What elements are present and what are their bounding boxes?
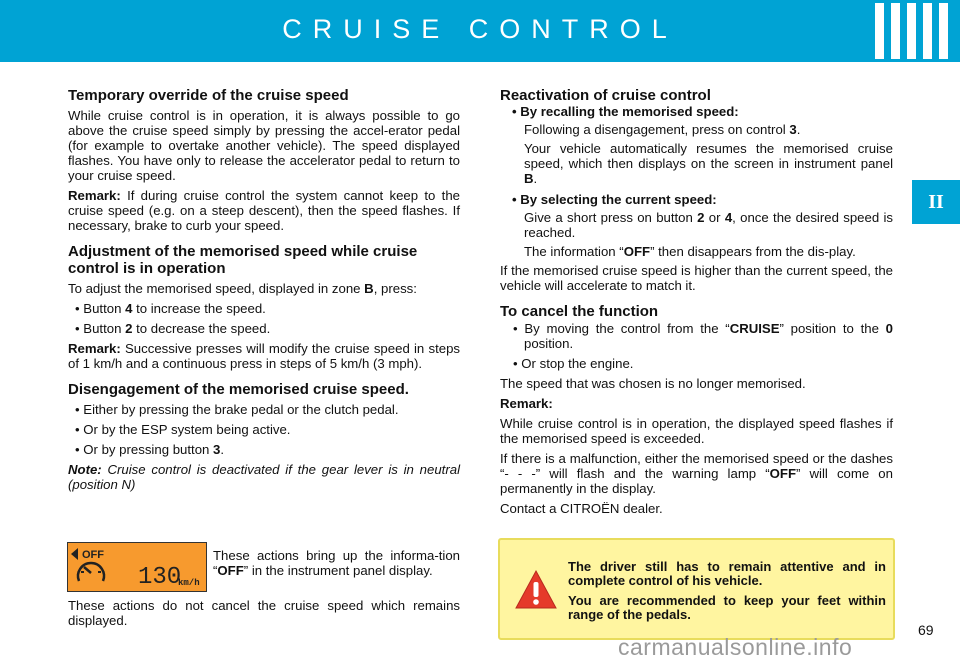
- stripe: [875, 3, 884, 59]
- text: ” position to the: [779, 321, 886, 336]
- button-number: 2: [125, 321, 133, 336]
- arrow-icon: [71, 548, 78, 560]
- text: .: [220, 442, 225, 457]
- off-label: OFF: [217, 563, 244, 578]
- list-item: [68, 442, 460, 457]
- text: or: [704, 210, 725, 225]
- heading-adjustment: Adjustment of the memorised speed while cruise control is in operation: [68, 243, 418, 277]
- text: Give a short press on button: [524, 210, 698, 225]
- instrument-display-image: [67, 542, 207, 592]
- paragraph: While cruise control is in operation, the displayed speed flashes if the memorised speed is exceeded.: [500, 416, 893, 446]
- warning-line: The driver still has to remain attentive and in complete control of his vehicle.: [568, 559, 886, 588]
- text: • Button: [75, 321, 126, 336]
- paragraph: [500, 122, 893, 137]
- button-number: 4: [125, 301, 133, 316]
- paragraph-below-display: These actions do not cancel the cruise speed which remains displayed.: [68, 598, 460, 628]
- panel-label: B: [524, 171, 534, 186]
- text: to increase the speed.: [132, 301, 266, 316]
- stripe: [923, 3, 932, 59]
- cruise-label: CRUISE: [729, 321, 780, 336]
- remark-label: Remark:: [68, 341, 121, 356]
- paragraph: [500, 244, 893, 259]
- lcd-unit: km/h: [178, 578, 200, 588]
- stripe: [907, 3, 916, 59]
- heading-temporary-override: Temporary override of the cruise speed: [68, 87, 349, 104]
- subheading-recall: • By recalling the memorised speed:: [512, 104, 739, 119]
- text: • By moving the control from the “: [513, 321, 730, 336]
- watermark: carmanualsonline.info: [618, 634, 853, 660]
- heading-cancel: To cancel the function: [500, 303, 659, 320]
- paragraph: [500, 451, 893, 496]
- text: ” then disappears from the dis-play.: [650, 244, 856, 259]
- display-graphic: [68, 543, 206, 591]
- paragraph: [500, 210, 893, 240]
- heading-disengagement: Disengagement of the memorised cruise speed.: [68, 381, 409, 398]
- text: to decrease the speed.: [132, 321, 271, 336]
- page-number: 69: [918, 622, 934, 638]
- warning-box: [498, 538, 895, 640]
- button-number: 2: [697, 210, 705, 225]
- control-number: 3: [789, 122, 797, 137]
- remark-label: Remark:: [500, 396, 553, 411]
- off-label: OFF: [769, 466, 797, 481]
- text: position.: [524, 336, 574, 351]
- note-label: Note:: [68, 462, 102, 477]
- remark-label: Remark:: [68, 188, 121, 203]
- remark-text: If during cruise control the system cannot keep to the cruise speed (e.g. on a steep descent), then the speed flashes. If necessary, brake to curb your speed.: [68, 188, 460, 233]
- heading-reactivation: Reactivation of cruise control: [500, 87, 711, 104]
- list-item: [68, 301, 460, 316]
- text: .: [796, 122, 801, 137]
- text: ” in the instrument panel display.: [243, 563, 433, 578]
- paragraph: Contact a CITROËN dealer.: [500, 501, 663, 516]
- warning-icon: [514, 568, 558, 612]
- note: [68, 462, 460, 492]
- lcd-speed: 130: [138, 564, 182, 591]
- list-item: • Or stop the engine.: [513, 356, 634, 371]
- list-item: [500, 321, 893, 351]
- remark: [68, 341, 460, 371]
- paragraph: The speed that was chosen is no longer memorised.: [500, 376, 806, 391]
- position-number: 0: [885, 321, 893, 336]
- speedometer-icon: [78, 563, 104, 581]
- text: To adjust the memorised speed, displayed in zone: [68, 281, 365, 296]
- text: These actions bring up the informa-tion “: [213, 548, 460, 578]
- button-number: 4: [724, 210, 733, 225]
- stripe: [939, 3, 948, 59]
- list-item: • Either by pressing the brake pedal or the clutch pedal.: [75, 402, 399, 417]
- paragraph: While cruise control is in operation, it is always possible to go above the cruise speed simply by pressing the accel-erator pedal (for example to overtake another vehicle). The speed displayed flashes. You have only to release the accelerator pedal to return to your cruise speed.: [68, 108, 460, 183]
- off-label: OFF: [623, 244, 651, 259]
- remark: [68, 188, 460, 233]
- text: If there is a malfunction, either the memorised speed or the dashes “- - -” will flash and the warning lamp “: [500, 451, 893, 481]
- warning-text: [568, 560, 886, 628]
- text: • Button: [75, 301, 126, 316]
- zone-label: B: [364, 281, 374, 296]
- list-item: [68, 321, 460, 336]
- subheading-select: • By selecting the current speed:: [512, 192, 717, 207]
- left-column: [68, 87, 460, 497]
- remark-text: Successive presses will modify the cruise speed in steps of 1 km/h and a continuous press in steps of 5 km/h (3 mph).: [68, 341, 460, 371]
- text: ” will come on permanently in the display.: [500, 466, 893, 496]
- text: • Or by pressing button: [75, 442, 214, 457]
- text: Your vehicle automatically resumes the memorised cruise speed, which then displays on the screen in instrument panel: [524, 141, 893, 171]
- warning-line: You are recommended to keep your feet within range of the pedals.: [568, 593, 886, 622]
- paragraph: [500, 141, 893, 186]
- text: , press:: [373, 281, 417, 296]
- page-header: [0, 0, 960, 62]
- paragraph: If the memorised cruise speed is higher than the current speed, the vehicle will accelerate to match it.: [500, 263, 893, 293]
- text: The information “: [524, 244, 624, 259]
- button-number: 3: [213, 442, 221, 457]
- text: Following a disengagement, press on control: [524, 122, 790, 137]
- display-caption: [213, 548, 460, 578]
- page-title: CRUISE CONTROL: [282, 14, 678, 44]
- text: .: [533, 171, 538, 186]
- header-stripes: [875, 0, 948, 62]
- list-item: • Or by the ESP system being active.: [75, 422, 291, 437]
- text: , once the desired speed is reached.: [524, 210, 893, 240]
- stripe: [891, 3, 900, 59]
- chapter-tab[interactable]: II: [912, 180, 960, 224]
- lcd-off-text: OFF: [82, 549, 104, 561]
- paragraph: [68, 281, 460, 296]
- right-column: [500, 87, 893, 521]
- note-text: Cruise control is deactivated if the gear lever is in neutral (position N): [68, 462, 460, 492]
